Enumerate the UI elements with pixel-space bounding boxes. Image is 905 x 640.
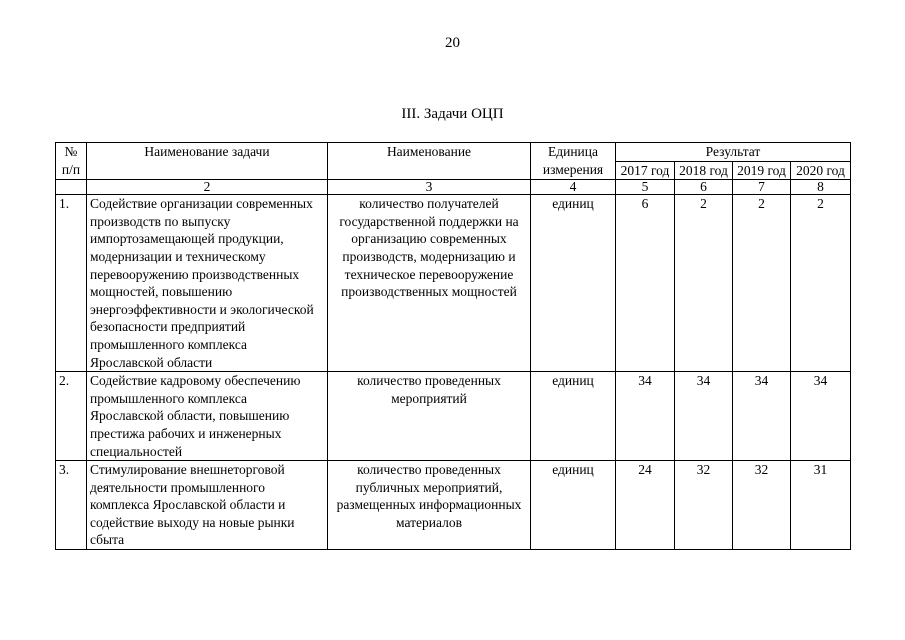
header-name: Наименование [328, 143, 531, 180]
row-no: 2. [56, 372, 87, 461]
column-number: 4 [531, 180, 616, 195]
header-year: 2019 год [733, 161, 791, 180]
column-number: 2 [87, 180, 328, 195]
table-row [56, 461, 851, 550]
row-value: 34 [733, 372, 791, 461]
header-result: Результат [616, 143, 851, 162]
column-number: 3 [328, 180, 531, 195]
column-numbers-row [56, 180, 851, 195]
row-value: 2 [791, 195, 851, 372]
row-value: 2 [675, 195, 733, 372]
row-value: 2 [733, 195, 791, 372]
row-value: 6 [616, 195, 675, 372]
section-title: III. Задачи ОЦП [401, 106, 504, 122]
row-value: 24 [616, 461, 675, 550]
header-row-1 [56, 143, 851, 162]
row-value: 34 [675, 372, 733, 461]
column-number: 7 [733, 180, 791, 195]
row-unit: единиц [531, 461, 616, 550]
table-row [56, 195, 851, 372]
row-value: 31 [791, 461, 851, 550]
column-number: 8 [791, 180, 851, 195]
row-task: Стимулирование внешнеторговой деятельности промышленного комплекса Ярославской области и содействие выходу на новые рынки сбыта [87, 461, 328, 550]
tasks-table [55, 142, 851, 550]
row-no: 3. [56, 461, 87, 550]
page-number: 20 [445, 35, 460, 51]
row-unit: единиц [531, 195, 616, 372]
header-year: 2020 год [791, 161, 851, 180]
header-no: № п/п [56, 143, 87, 180]
header-unit: Единица измерения [531, 143, 616, 180]
row-value: 34 [616, 372, 675, 461]
column-number: 5 [616, 180, 675, 195]
row-task: Содействие кадровому обеспечению промышленного комплекса Ярославской области, повышению престижа рабочих и инженерных специальностей [87, 372, 328, 461]
header-year: 2018 год [675, 161, 733, 180]
row-name: количество проведенных публичных мероприятий, размещенных информационных материалов [328, 461, 531, 550]
header-task: Наименование задачи [87, 143, 328, 180]
header-year: 2017 год [616, 161, 675, 180]
row-name: количество проведенных мероприятий [328, 372, 531, 461]
row-value: 34 [791, 372, 851, 461]
row-no: 1. [56, 195, 87, 372]
column-number: 6 [675, 180, 733, 195]
row-name: количество получателей государственной поддержки на организацию современных производств, модернизацию и техническое перевооружение производственных мощностей [328, 195, 531, 372]
table-row [56, 372, 851, 461]
row-value: 32 [733, 461, 791, 550]
row-value: 32 [675, 461, 733, 550]
row-unit: единиц [531, 372, 616, 461]
row-task: Содействие организации современных производств по выпуску импортозамещающей продукции, модернизации и техническому перевооружению производственных мощностей, повышению энергоэффективности и экологической безопасности предприятий промышленного комплекса Ярославской области [87, 195, 328, 372]
column-number [56, 180, 87, 195]
